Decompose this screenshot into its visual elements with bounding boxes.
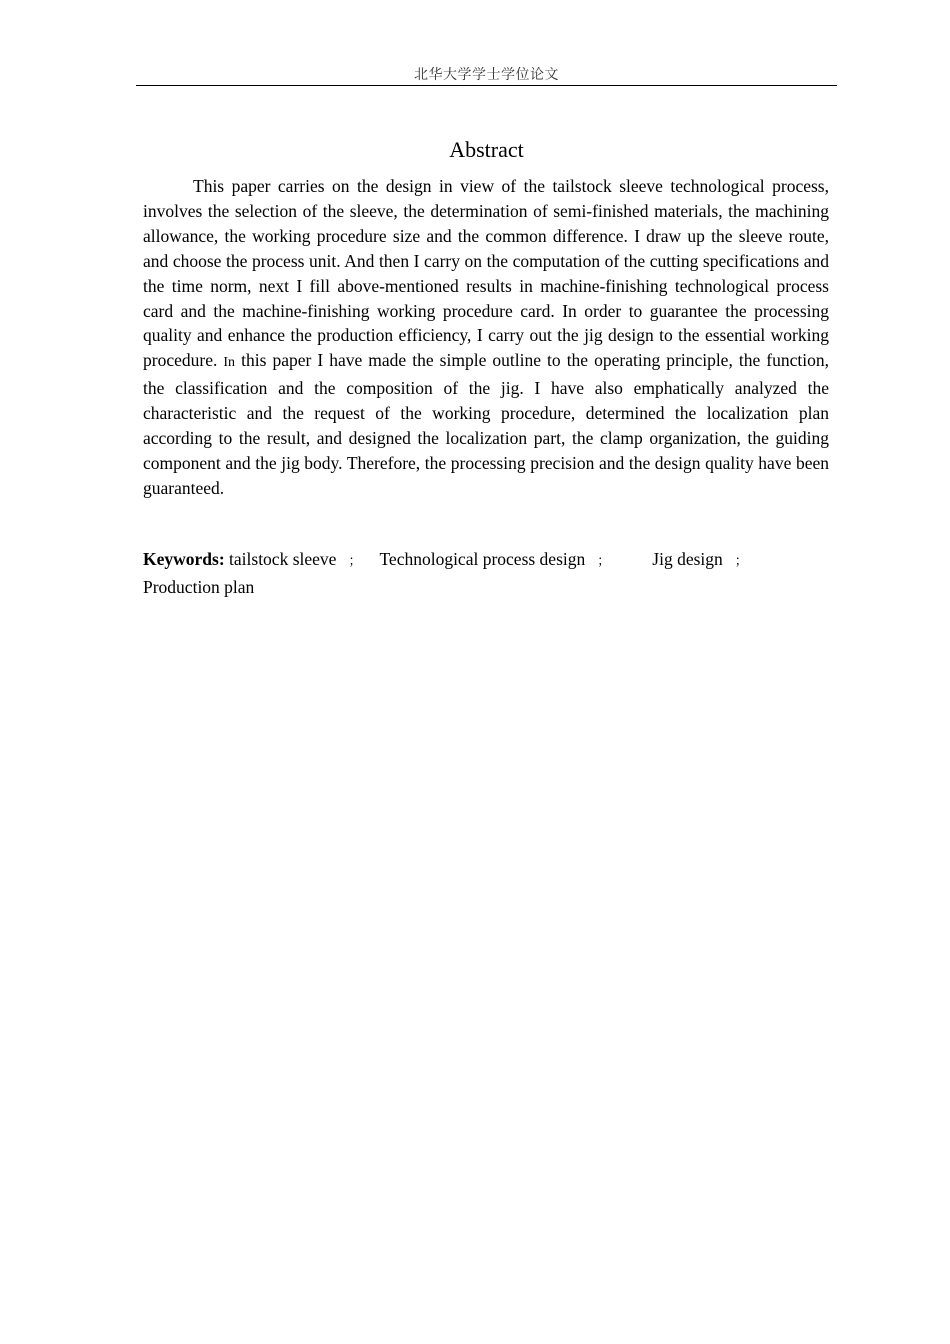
keyword-item: Jig design — [652, 549, 723, 569]
abstract-text-small-word: In — [223, 355, 236, 371]
keywords-label: Keywords: — [143, 549, 225, 569]
keyword-separator: ； — [597, 554, 611, 569]
keyword-item: tailstock sleeve — [229, 549, 337, 569]
abstract-heading: Abstract — [449, 137, 524, 162]
abstract-text-part1: This paper carries on the design in view of the tailstock sleeve technological process, involves the selection of the sleeve, the determination of semi-finished materials, the machining allowance, the working procedure size and the common difference. I draw up the sleeve route, and choose the process unit. And then I carry on the computation of the cutting specifications and the time norm, next I fill above-mentioned results in machine-finishing technological process card and the machine-finishing working procedure card. In order to guarantee the processing quality and enhance the production efficiency, I carry out the jig design to the essential working procedure. — [143, 176, 829, 371]
keyword-item: Technological process design — [379, 549, 586, 569]
page-header — [136, 66, 837, 86]
keyword-separator: ； — [734, 554, 748, 569]
abstract-paragraph — [143, 174, 829, 501]
thesis-header-title: 北华大学学士学位论文 — [414, 67, 559, 83]
abstract-text-part2: this paper I have made the simple outline to the operating principle, the function, the classification and the composition of the jig. I have also emphatically analyzed the characteristic and the request of the working procedure, determined the localization plan according to the result, and designed the localization part, the clamp organization, the guiding component and the jig body. Therefore, the processing precision and the design quality have been guaranteed. — [143, 350, 829, 498]
keywords-line — [143, 547, 829, 600]
keyword-item: Production plan — [143, 576, 255, 597]
keyword-separator: ； — [348, 554, 362, 569]
